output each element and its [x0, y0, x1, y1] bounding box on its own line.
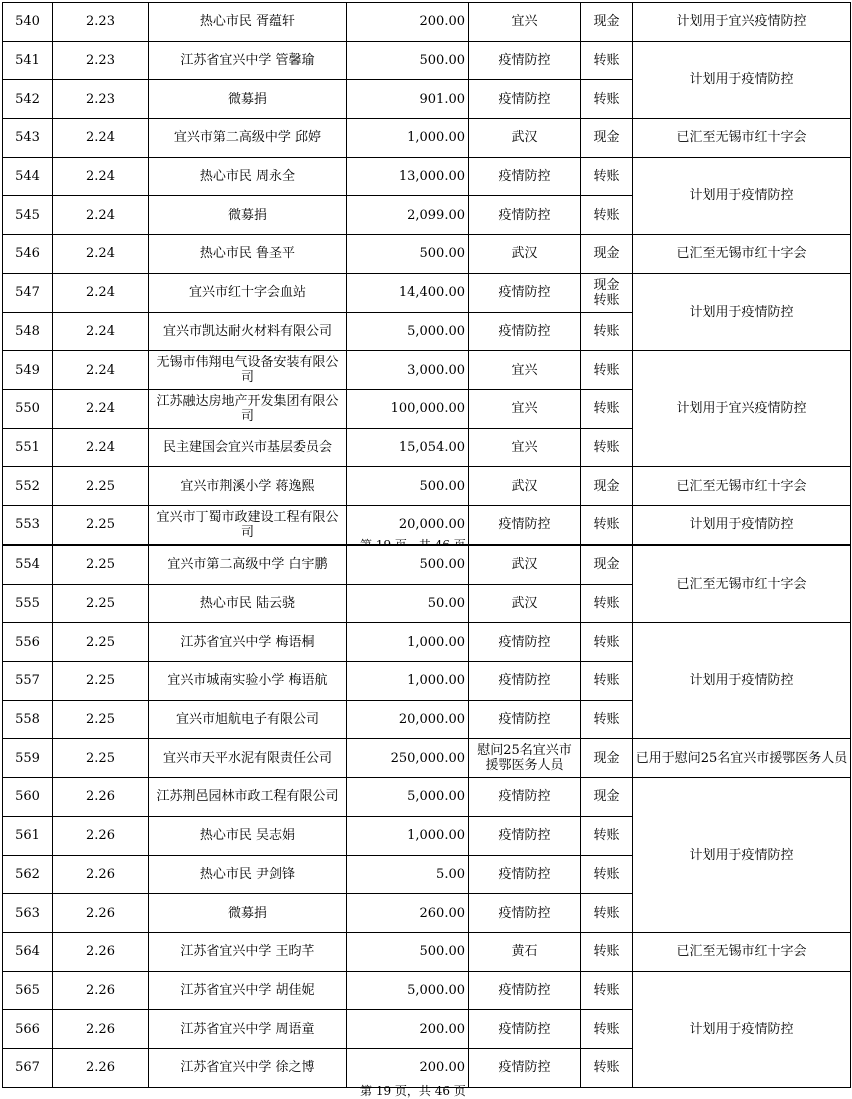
donation-purpose: 疫情防控	[469, 855, 581, 894]
payment-method: 现金	[581, 739, 633, 778]
payment-method: 转账	[581, 505, 633, 544]
table-row	[3, 623, 851, 662]
row-number: 553	[3, 505, 53, 544]
donation-amount: 50.00	[347, 584, 469, 623]
donor-name: 热心市民 陆云骁	[149, 584, 347, 623]
payment-method: 现金	[581, 546, 633, 585]
table-row	[3, 971, 851, 1010]
donation-purpose: 武汉	[469, 584, 581, 623]
row-number: 561	[3, 816, 53, 855]
usage-note: 计划用于宜兴疫情防控	[633, 351, 851, 467]
donation-purpose: 宜兴	[469, 3, 581, 42]
row-number: 564	[3, 932, 53, 971]
donation-amount: 100,000.00	[347, 389, 469, 428]
donation-date: 2.25	[53, 623, 149, 662]
donation-purpose: 疫情防控	[469, 41, 581, 80]
donor-name: 民主建国会宜兴市基层委员会	[149, 428, 347, 467]
table-row	[3, 932, 851, 971]
donation-amount: 5,000.00	[347, 312, 469, 351]
donation-amount: 1,000.00	[347, 816, 469, 855]
row-number: 555	[3, 584, 53, 623]
row-number: 552	[3, 467, 53, 506]
donation-purpose: 宜兴	[469, 428, 581, 467]
donation-date: 2.24	[53, 235, 149, 274]
donation-purpose: 疫情防控	[469, 662, 581, 701]
donor-name: 宜兴市旭航电子有限公司	[149, 700, 347, 739]
row-number: 545	[3, 196, 53, 235]
table-row	[3, 546, 851, 585]
payment-method: 现金	[581, 467, 633, 506]
donor-name: 江苏荆邑园林市政工程有限公司	[149, 778, 347, 817]
donation-table-page-19	[2, 2, 851, 545]
row-number: 554	[3, 546, 53, 585]
donation-date: 2.26	[53, 778, 149, 817]
payment-method: 转账	[581, 428, 633, 467]
payment-method: 转账	[581, 662, 633, 701]
usage-note: 计划用于疫情防控	[633, 971, 851, 1087]
donation-amount: 260.00	[347, 894, 469, 933]
usage-note: 已用于慰问25名宜兴市援鄂医务人员	[633, 739, 851, 778]
donor-name: 江苏省宜兴中学 胡佳妮	[149, 971, 347, 1010]
table-row	[3, 467, 851, 506]
donation-date: 2.23	[53, 3, 149, 42]
donation-date: 2.26	[53, 816, 149, 855]
usage-note: 计划用于疫情防控	[633, 505, 851, 544]
donor-name: 热心市民 尹剑锋	[149, 855, 347, 894]
donor-name: 微募捐	[149, 196, 347, 235]
row-number: 566	[3, 1010, 53, 1049]
donation-date: 2.24	[53, 389, 149, 428]
payment-method: 现金	[581, 235, 633, 274]
donation-date: 2.25	[53, 467, 149, 506]
donor-name: 热心市民 吴志娟	[149, 816, 347, 855]
payment-method: 现金	[581, 778, 633, 817]
table-row	[3, 3, 851, 42]
donation-purpose: 武汉	[469, 467, 581, 506]
donation-date: 2.25	[53, 546, 149, 585]
donation-date: 2.26	[53, 971, 149, 1010]
payment-method: 转账	[581, 584, 633, 623]
donation-purpose: 疫情防控	[469, 312, 581, 351]
donor-name: 宜兴市荆溪小学 蒋逸熙	[149, 467, 347, 506]
donation-purpose: 武汉	[469, 119, 581, 158]
donor-name: 微募捐	[149, 80, 347, 119]
donation-amount: 500.00	[347, 235, 469, 274]
payment-method: 转账	[581, 932, 633, 971]
donation-purpose: 疫情防控	[469, 157, 581, 196]
donation-purpose: 武汉	[469, 235, 581, 274]
donation-amount: 5.00	[347, 855, 469, 894]
donor-name: 江苏省宜兴中学 梅语桐	[149, 623, 347, 662]
payment-method: 转账	[581, 389, 633, 428]
table-row	[3, 778, 851, 817]
donor-name: 微募捐	[149, 894, 347, 933]
donor-name: 江苏省宜兴中学 徐之博	[149, 1048, 347, 1087]
donation-amount: 20,000.00	[347, 505, 469, 544]
payment-method: 现金	[581, 3, 633, 42]
donation-amount: 500.00	[347, 41, 469, 80]
donation-date: 2.25	[53, 662, 149, 701]
donation-purpose: 疫情防控	[469, 80, 581, 119]
usage-note: 已汇至无锡市红十字会	[633, 546, 851, 623]
usage-note: 计划用于疫情防控	[633, 157, 851, 234]
donation-date: 2.24	[53, 428, 149, 467]
row-number: 551	[3, 428, 53, 467]
donation-amount: 500.00	[347, 546, 469, 585]
donation-amount: 901.00	[347, 80, 469, 119]
usage-note: 计划用于疫情防控	[633, 778, 851, 933]
donor-name: 宜兴市第二高级中学 白宇鹏	[149, 546, 347, 585]
donation-amount: 20,000.00	[347, 700, 469, 739]
donation-date: 2.26	[53, 894, 149, 933]
donation-amount: 1,000.00	[347, 119, 469, 158]
usage-note: 已汇至无锡市红十字会	[633, 467, 851, 506]
payment-method: 转账	[581, 700, 633, 739]
usage-note: 已汇至无锡市红十字会	[633, 932, 851, 971]
donation-date: 2.26	[53, 1048, 149, 1087]
donor-name: 江苏融达房地产开发集团有限公司	[149, 389, 347, 428]
donation-amount: 13,000.00	[347, 157, 469, 196]
donation-amount: 250,000.00	[347, 739, 469, 778]
table-row	[3, 157, 851, 196]
row-number: 562	[3, 855, 53, 894]
donation-date: 2.26	[53, 1010, 149, 1049]
donation-date: 2.25	[53, 505, 149, 544]
donor-name: 热心市民 周永全	[149, 157, 347, 196]
donor-name: 江苏省宜兴中学 周语童	[149, 1010, 347, 1049]
donation-amount: 5,000.00	[347, 971, 469, 1010]
page-footer	[360, 536, 466, 545]
donation-amount: 500.00	[347, 932, 469, 971]
donation-amount: 5,000.00	[347, 778, 469, 817]
donor-name: 宜兴市天平水泥有限责任公司	[149, 739, 347, 778]
donation-date: 2.26	[53, 855, 149, 894]
usage-note: 计划用于疫情防控	[633, 41, 851, 118]
usage-note: 计划用于疫情防控	[633, 623, 851, 739]
row-number: 546	[3, 235, 53, 274]
payment-method: 转账	[581, 894, 633, 933]
donation-date: 2.23	[53, 41, 149, 80]
usage-note: 计划用于宜兴疫情防控	[633, 3, 851, 42]
donation-amount: 200.00	[347, 1010, 469, 1049]
donation-purpose: 黄石	[469, 932, 581, 971]
row-number: 556	[3, 623, 53, 662]
payment-method: 现金转账	[581, 273, 633, 312]
donation-amount: 15,054.00	[347, 428, 469, 467]
row-number: 557	[3, 662, 53, 701]
row-number: 542	[3, 80, 53, 119]
donation-purpose: 宜兴	[469, 389, 581, 428]
donation-date: 2.24	[53, 273, 149, 312]
donation-purpose: 疫情防控	[469, 816, 581, 855]
donation-purpose: 疫情防控	[469, 505, 581, 544]
donor-name: 无锡市伟翔电气设备安装有限公司	[149, 351, 347, 390]
donation-purpose: 疫情防控	[469, 623, 581, 662]
donation-date: 2.24	[53, 351, 149, 390]
payment-method: 转账	[581, 157, 633, 196]
table-row	[3, 351, 851, 390]
donation-purpose: 疫情防控	[469, 196, 581, 235]
donor-name: 江苏省宜兴中学 王昀芊	[149, 932, 347, 971]
donor-name: 热心市民 鲁圣平	[149, 235, 347, 274]
donation-purpose: 疫情防控	[469, 894, 581, 933]
donation-date: 2.25	[53, 700, 149, 739]
payment-method: 转账	[581, 816, 633, 855]
table-row	[3, 41, 851, 80]
row-number: 548	[3, 312, 53, 351]
donation-date: 2.24	[53, 312, 149, 351]
row-number: 544	[3, 157, 53, 196]
payment-method: 转账	[581, 623, 633, 662]
donation-purpose: 疫情防控	[469, 1010, 581, 1049]
donation-purpose: 疫情防控	[469, 700, 581, 739]
donation-purpose: 慰问25名宜兴市援鄂医务人员	[469, 739, 581, 778]
row-number: 541	[3, 41, 53, 80]
payment-method: 转账	[581, 312, 633, 351]
row-number: 547	[3, 273, 53, 312]
donation-purpose: 疫情防控	[469, 971, 581, 1010]
payment-method: 转账	[581, 971, 633, 1010]
row-number: 540	[3, 3, 53, 42]
donation-amount: 1,000.00	[347, 623, 469, 662]
payment-method: 转账	[581, 80, 633, 119]
donation-purpose: 宜兴	[469, 351, 581, 390]
donation-amount: 200.00	[347, 1048, 469, 1087]
row-number: 567	[3, 1048, 53, 1087]
page-footer: 第 19 页，共 46 页	[360, 1084, 466, 1098]
donor-name: 宜兴市城南实验小学 梅语航	[149, 662, 347, 701]
payment-method: 转账	[581, 351, 633, 390]
row-number: 550	[3, 389, 53, 428]
donation-amount: 200.00	[347, 3, 469, 42]
donation-purpose: 疫情防控	[469, 273, 581, 312]
donation-date: 2.24	[53, 119, 149, 158]
payment-method: 转账	[581, 41, 633, 80]
row-number: 563	[3, 894, 53, 933]
donation-date: 2.24	[53, 157, 149, 196]
donor-name: 宜兴市红十字会血站	[149, 273, 347, 312]
payment-method: 现金	[581, 119, 633, 158]
donor-name: 热心市民 胥蕴轩	[149, 3, 347, 42]
payment-method: 转账	[581, 855, 633, 894]
donation-amount: 2,099.00	[347, 196, 469, 235]
donor-name: 江苏省宜兴中学 管馨瑜	[149, 41, 347, 80]
row-number: 559	[3, 739, 53, 778]
payment-method: 转账	[581, 1048, 633, 1087]
donation-date: 2.25	[53, 584, 149, 623]
table-row	[3, 739, 851, 778]
row-number: 558	[3, 700, 53, 739]
donation-amount: 14,400.00	[347, 273, 469, 312]
donor-name: 宜兴市丁蜀市政建设工程有限公司	[149, 505, 347, 544]
row-number: 560	[3, 778, 53, 817]
table-row	[3, 273, 851, 312]
row-number: 543	[3, 119, 53, 158]
donation-purpose: 疫情防控	[469, 1048, 581, 1087]
row-number: 549	[3, 351, 53, 390]
donation-amount: 3,000.00	[347, 351, 469, 390]
donation-date: 2.26	[53, 932, 149, 971]
donation-date: 2.24	[53, 196, 149, 235]
row-number: 565	[3, 971, 53, 1010]
usage-note: 已汇至无锡市红十字会	[633, 235, 851, 274]
table-row	[3, 119, 851, 158]
donation-amount: 1,000.00	[347, 662, 469, 701]
usage-note: 计划用于疫情防控	[633, 273, 851, 350]
donation-purpose: 疫情防控	[469, 778, 581, 817]
donor-name: 宜兴市第二高级中学 邱婷	[149, 119, 347, 158]
payment-method: 转账	[581, 196, 633, 235]
donation-date: 2.23	[53, 80, 149, 119]
donation-purpose: 武汉	[469, 546, 581, 585]
donor-name: 宜兴市凯达耐火材料有限公司	[149, 312, 347, 351]
table-row	[3, 235, 851, 274]
donation-date: 2.25	[53, 739, 149, 778]
donation-amount: 500.00	[347, 467, 469, 506]
usage-note: 已汇至无锡市红十字会	[633, 119, 851, 158]
payment-method: 转账	[581, 1010, 633, 1049]
